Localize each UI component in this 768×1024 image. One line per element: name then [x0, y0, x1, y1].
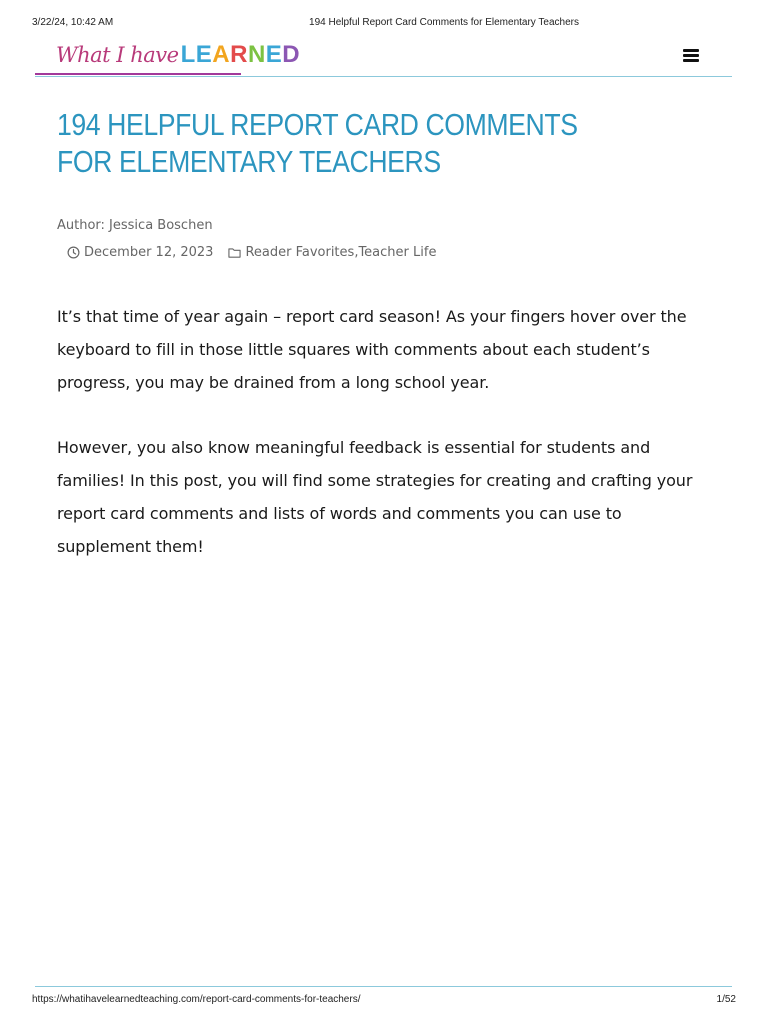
menu-bar: [683, 59, 699, 62]
clock-icon: [67, 246, 80, 259]
print-page-number: 1/52: [716, 994, 736, 1005]
print-page-title: 194 Helpful Report Card Comments for Elementary Teachers: [309, 17, 579, 28]
logo-letter: E: [265, 41, 283, 68]
hamburger-menu-icon[interactable]: [683, 48, 701, 64]
print-url: https://whatihavelearnedteaching.com/report-card-comments-for-teachers/: [32, 994, 361, 1005]
article-author: Author: Jessica Boschen: [57, 218, 213, 233]
logo-letter: D: [282, 41, 301, 68]
article-paragraph: However, you also know meaningful feedback is essential for students and families! In this post, you will find some strategies for creating and crafting your report card comments and lists of words and comments you can use to supplement them!: [57, 438, 693, 556]
category-separator: ,: [354, 244, 359, 260]
site-logo[interactable]: [56, 40, 300, 70]
logo-learned-text: [181, 40, 301, 70]
print-footer: [0, 994, 768, 1008]
logo-letter: R: [230, 41, 248, 68]
site-header: [35, 36, 732, 77]
logo-letter: N: [247, 41, 266, 68]
article-title: 194 HELPFUL REPORT CARD COMMENTS FOR ELEMENTARY TEACHERS: [57, 107, 578, 179]
menu-bar: [683, 54, 699, 57]
logo-letter: L: [180, 41, 196, 68]
print-header: [0, 17, 768, 31]
article-paragraph: It’s that time of year again – report card season! As your fingers hover over the keyboard to fill in those little squares with comments about each student’s progress, you may be drained from a long school year.: [57, 307, 687, 392]
footer-divider: [35, 986, 732, 987]
folder-icon: [228, 246, 241, 259]
logo-script-text: What I have: [56, 43, 179, 67]
menu-bar: [683, 49, 699, 52]
category-link-reader-favorites[interactable]: Reader Favorites: [245, 244, 355, 260]
logo-letter: E: [195, 41, 213, 68]
article-content: [57, 300, 707, 595]
category-link-teacher-life[interactable]: Teacher Life: [358, 244, 437, 260]
article-meta: [67, 243, 436, 261]
logo-underline: [35, 73, 241, 75]
logo-letter: A: [212, 41, 231, 68]
publish-date: December 12, 2023: [84, 244, 214, 260]
print-datetime: 3/22/24, 10:42 AM: [32, 17, 114, 28]
